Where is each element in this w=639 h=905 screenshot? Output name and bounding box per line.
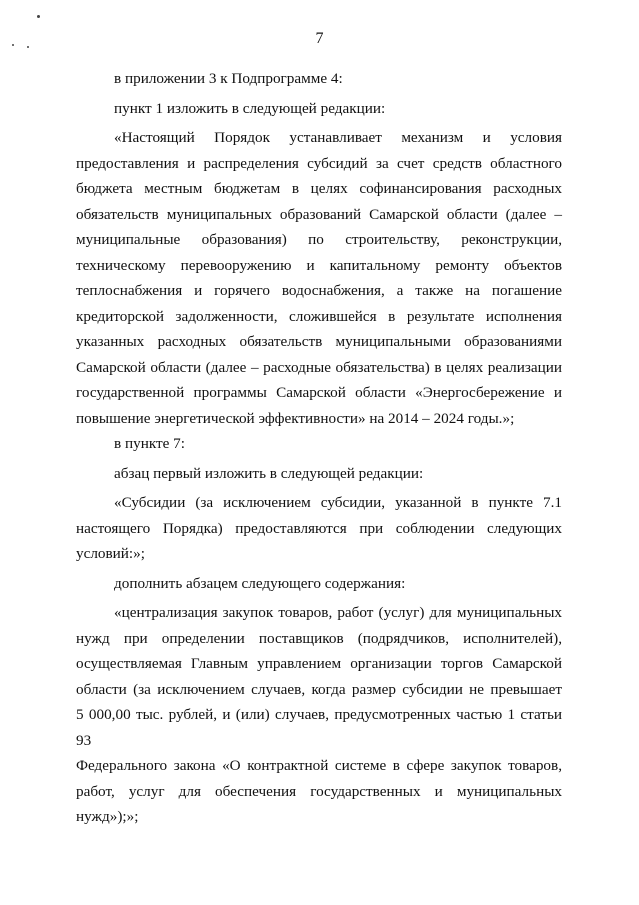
- paragraph-2: [76, 96, 562, 122]
- paragraph-7: [76, 571, 562, 597]
- paragraph-line: дополнить абзацем следующего содержания:: [114, 574, 406, 592]
- page-number: 7: [315, 30, 324, 47]
- paragraph-line: «Субсидии (за исключением субсидии, указанной в пункте 7.1: [114, 494, 562, 511]
- paragraph-line: техническому перевооружению и капитальному ремонту объектов: [76, 256, 562, 274]
- paragraph-line: «централизация закупок товаров, работ (услуг) для муниципальных: [114, 604, 562, 621]
- paragraph-line: абзац первый изложить в следующей редакции:: [114, 464, 424, 482]
- paragraph-8: [76, 600, 562, 830]
- paragraph-line: пункт 1 изложить в следующей редакции:: [114, 99, 386, 117]
- paragraph-line: предоставления и распределения субсидий за счет средств областного: [76, 154, 562, 172]
- paragraph-line: нужд»);»;: [76, 808, 139, 825]
- scan-speck: [12, 44, 14, 46]
- paragraph-3: [76, 125, 562, 431]
- paragraph-line: повышение энергетической эффективности» на 2014 – 2024 годы.»;: [76, 409, 515, 427]
- paragraph-line: осуществляемая Главным управлением организации торгов Самарской: [76, 655, 562, 672]
- scan-speck: [37, 15, 40, 18]
- paragraph-line: настоящего Порядка) предоставляются при соблюдении следующих: [76, 519, 562, 537]
- paragraph-line: в приложении 3 к Подпрограмме 4:: [114, 70, 343, 87]
- paragraph-5: [76, 461, 562, 487]
- paragraph-6: [76, 490, 562, 567]
- paragraph-line: муниципальные образования) по строительству, реконструкции,: [76, 231, 562, 248]
- paragraph-line: 5 000,00 тыс. рублей, и (или) случаев, предусмотренных частью 1 статьи 93: [76, 706, 562, 749]
- paragraph-line: обязательств муниципальных образований Самарской области (далее –: [76, 205, 562, 223]
- paragraph-line: работ, услуг для обеспечения государственных и муниципальных: [76, 782, 562, 800]
- paragraph-line: государственной программы Самарской области «Энергосбережение и: [76, 384, 562, 401]
- paragraph-line: условий:»;: [76, 545, 145, 562]
- paragraph-line: нужд при определении поставщиков (подрядчиков, исполнителей),: [76, 629, 562, 647]
- paragraph-line: кредиторской задолженности, сложившейся в результате исполнения: [76, 307, 562, 325]
- paragraph-line: теплоснабжения и горячего водоснабжения, а также на погашение: [76, 282, 562, 299]
- paragraph-line: области (за исключением случаев, когда размер субсидии не превышает: [76, 680, 562, 698]
- paragraph-line: Федерального закона «О контрактной системе в сфере закупок товаров,: [76, 757, 562, 774]
- paragraph-line: бюджета местным бюджетам в целях софинансирования расходных: [76, 180, 562, 197]
- paragraph-line: указанных расходных обязательств муниципальными образованиями: [76, 333, 562, 350]
- paragraph-1: [76, 66, 562, 92]
- paragraph-line: Самарской области (далее – расходные обязательства) в целях реализации: [76, 358, 562, 376]
- scan-speck: [27, 46, 29, 48]
- paragraph-line: в пункте 7:: [114, 435, 185, 452]
- paragraph-4: [76, 431, 562, 457]
- document-body: [76, 66, 562, 830]
- paragraph-line: «Настоящий Порядок устанавливает механизм и условия: [114, 129, 562, 146]
